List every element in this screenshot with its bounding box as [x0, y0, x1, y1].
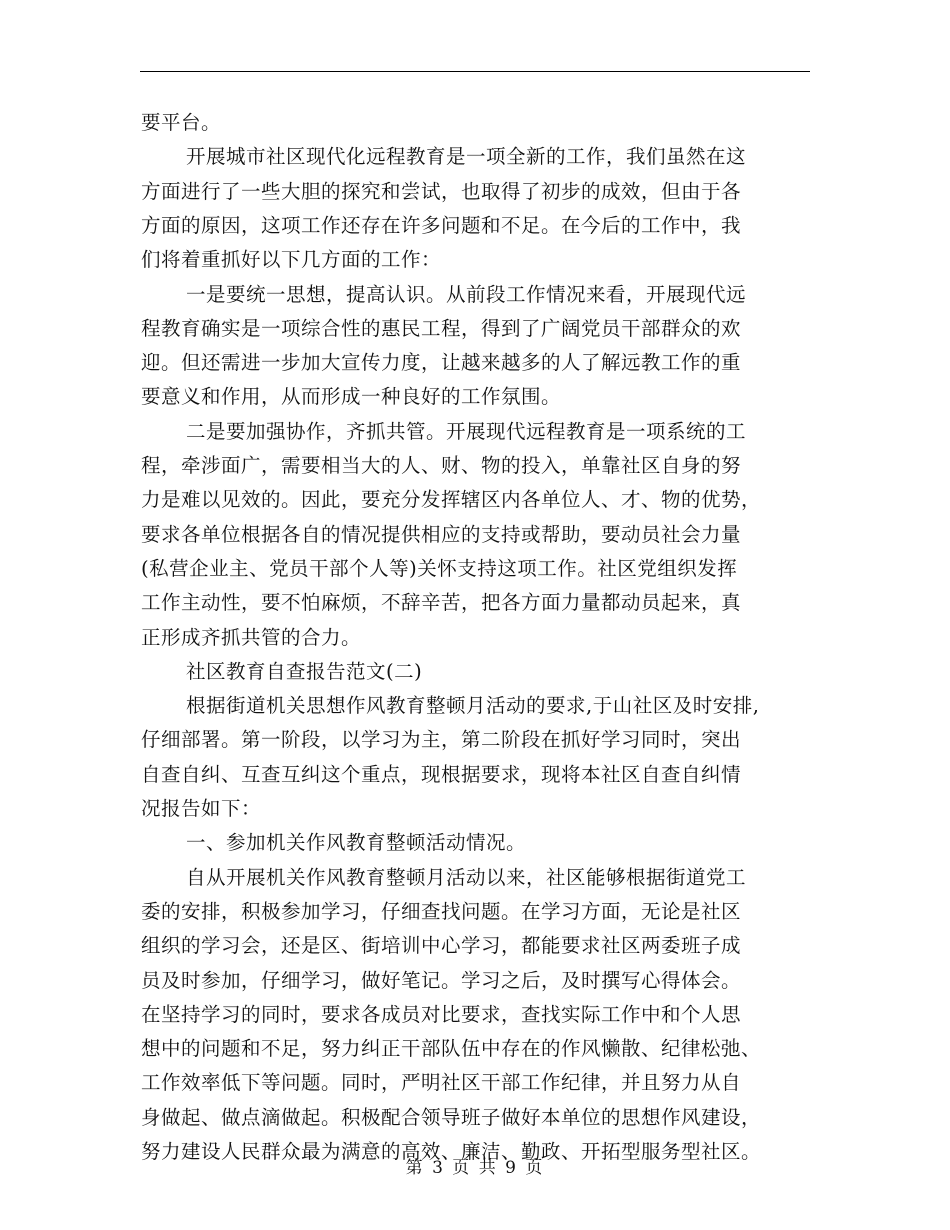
text-line: 自从开展机关作风教育整顿月活动以来，社区能够根据街道党工 — [186, 865, 747, 889]
text-line: (私营企业主、党员干部个人等)关怀支持这项工作。社区党组织发挥 — [141, 556, 738, 580]
text-line: 根据街道机关思想作风教育整顿月活动的要求,于山社区及时安排, — [186, 694, 760, 718]
text-line: 程，牵涉面广，需要相当大的人、财、物的投入，单靠社区自身的努 — [141, 454, 742, 477]
page-number: 第 3 页 共 9 页 — [405, 1158, 545, 1178]
text-line: 迎。但还需进一步加大宣传力度，让越来越多的人了解远教工作的重 — [141, 351, 742, 375]
text-line: 要求各单位根据各自的情况提供相应的支持或帮助，要动员社会力量 — [141, 522, 742, 546]
text-line: 工作主动性，要不怕麻烦，不辞辛苦，把各方面力量都动员起来，真 — [141, 591, 742, 615]
text-line: 开展城市社区现代化远程教育是一项全新的工作，我们虽然在这 — [186, 145, 747, 169]
text-line: 一、参加机关作风教育整顿活动情况。 — [186, 831, 527, 855]
text-line: 工作效率低下等问题。同时，严明社区干部工作纪律，并且努力从自 — [141, 1071, 742, 1095]
text-line: 们将着重抓好以下几方面的工作： — [141, 248, 442, 272]
text-line: 员及时参加，仔细学习，做好笔记。学习之后，及时撰写心得体会。 — [141, 968, 742, 992]
text-line: 身做起、做点滴做起。积极配合领导班子做好本单位的思想作风建设， — [141, 1105, 762, 1129]
text-line: 社区教育自查报告范文(二) — [186, 659, 423, 683]
text-line: 在坚持学习的同时，要求各成员对比要求，查找实际工作中和个人思 — [141, 1002, 742, 1026]
text-line: 自查自纠、互查互纠这个重点，现根据要求，现将本社区自查自纠情 — [141, 762, 742, 786]
text-line: 力是难以见效的。因此，要充分发挥辖区内各单位人、才、物的优势， — [141, 488, 762, 512]
text-line: 要平台。 — [141, 111, 222, 134]
text-line: 方面的原因，这项工作还存在许多问题和不足。在今后的工作中，我 — [141, 213, 742, 237]
text-line: 努力建设人民群众最为满意的高效、廉洁、勤政、开拓型服务型社区。 — [141, 1140, 762, 1163]
text-line: 方面进行了一些大胆的探究和尝试，也取得了初步的成效，但由于各 — [141, 179, 742, 203]
text-line: 组织的学习会，还是区、街培训中心学习，都能要求社区两委班子成 — [141, 934, 742, 958]
text-line: 一是要统一思想，提高认识。从前段工作情况来看，开展现代远 — [186, 282, 747, 306]
header-rule — [140, 71, 810, 72]
text-line: 仔细部署。第一阶段，以学习为主，第二阶段在抓好学习同时，突出 — [141, 728, 742, 752]
text-line: 要意义和作用，从而形成一种良好的工作氛围。 — [141, 385, 562, 409]
text-line: 况报告如下： — [141, 797, 262, 820]
text-line: 程教育确实是一项综合性的惠民工程，得到了广阔党员干部群众的欢 — [141, 316, 742, 340]
text-line: 想中的问题和不足，努力纠正干部队伍中存在的作风懒散、纪律松弛、 — [141, 1037, 762, 1061]
text-line: 二是要加强协作，齐抓共管。开展现代远程教育是一项系统的工 — [186, 419, 747, 443]
text-line: 正形成齐抓共管的合力。 — [141, 625, 362, 649]
text-line: 委的安排，积极参加学习，仔细查找问题。在学习方面，无论是社区 — [141, 899, 742, 923]
